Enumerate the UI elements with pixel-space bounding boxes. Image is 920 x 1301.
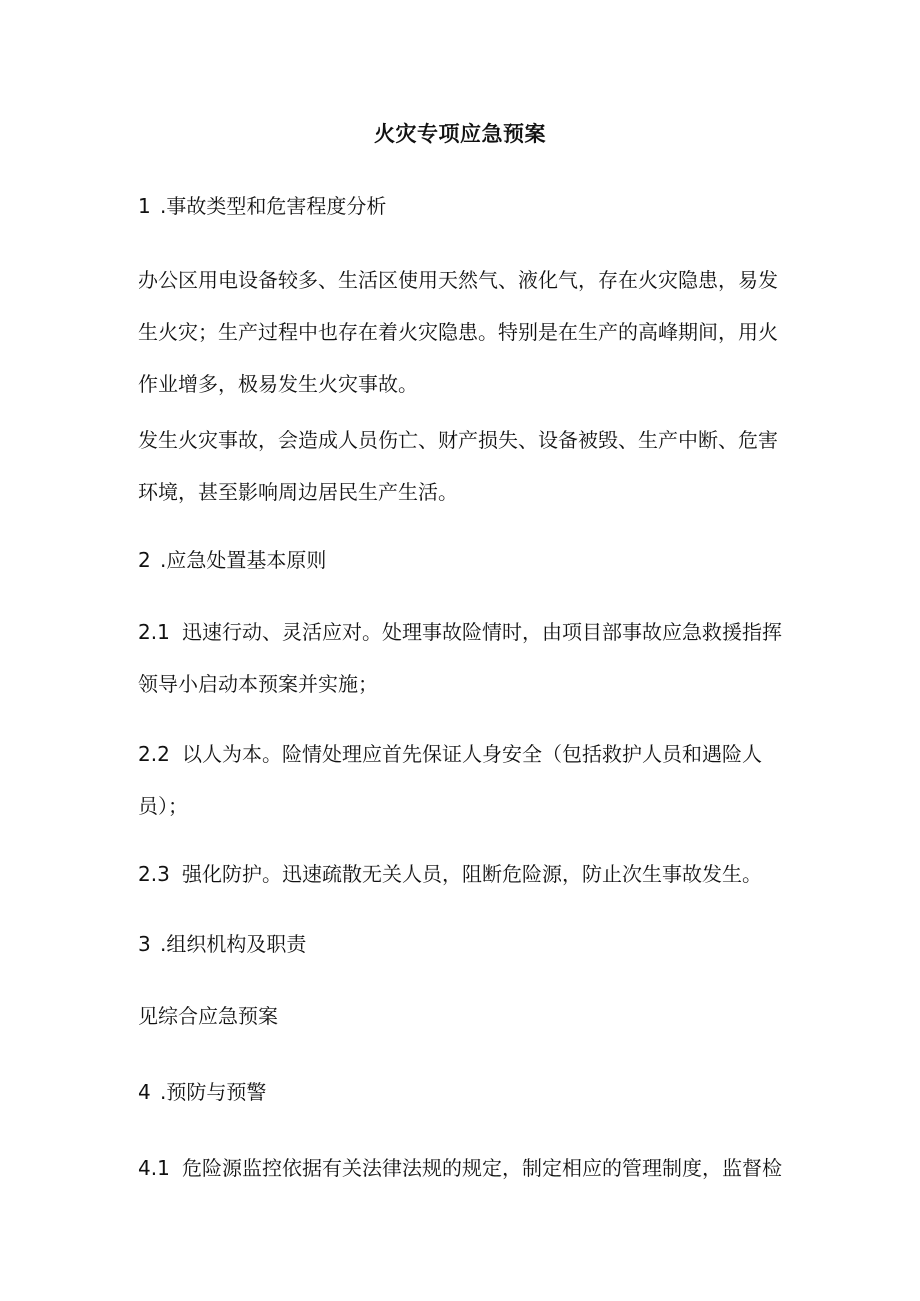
section-number: 1 [138,194,151,218]
paragraph-consequences [138,414,788,518]
subsection-number: 2.3 [138,862,170,886]
subsection-number: 2.1 [138,620,170,644]
paragraph-line: 环境，甚至影响周边居民生产生活。 [138,480,458,504]
paragraph-line: 强化防护。迅速疏散无关人员，阻断危险源，防止次生事故发生。 [182,862,762,886]
paragraph-line: 员）； [138,794,188,818]
paragraph-line: 危险源监控依据有关法律法规的规定，制定相应的管理制度，监督检 [182,1156,782,1180]
paragraph-line: 见综合应急预案 [138,1004,278,1028]
section-heading-2 [138,542,788,578]
paragraph-line: 迅速行动、灵活应对。处理事故险情时，由项目部事故应急救援指挥 [182,620,782,644]
paragraph-line: 领导小启动本预案并实施； [138,672,378,696]
paragraph-line: 生火灾；生产过程中也存在着火灾隐患。特别是在生产的高峰期间，用火 [138,320,778,344]
section-title: .事故类型和危害程度分析 [160,194,387,218]
paragraph-line: 作业增多，极易发生火灾事故。 [138,372,418,396]
section-heading-1 [138,188,788,224]
subsection-2-1 [138,606,788,710]
paragraph-see-general-plan [138,998,788,1034]
subsection-number: 4.1 [138,1156,170,1180]
section-number: 4 [138,1080,151,1104]
subsection-4-1 [138,1150,788,1186]
section-title: .应急处置基本原则 [160,548,327,572]
section-title: .预防与预警 [160,1080,267,1104]
section-title: .组织机构及职责 [160,932,307,956]
section-heading-3 [138,926,788,962]
section-number: 2 [138,548,151,572]
section-number: 3 [138,932,151,956]
section-heading-4 [138,1074,788,1110]
paragraph-line: 办公区用电设备较多、生活区使用天然气、液化气，存在火灾隐患，易发 [138,268,778,292]
paragraph-line: 发生火灾事故，会造成人员伤亡、财产损失、设备被毁、生产中断、危害 [138,428,778,452]
document-title: 火灾专项应急预案 [374,122,546,146]
subsection-2-2 [138,728,788,832]
subsection-2-3 [138,856,788,892]
subsection-number: 2.2 [138,742,170,766]
paragraph-hazard-analysis [138,254,788,410]
paragraph-line: 以人为本。险情处理应首先保证人身安全（包括救护人员和遇险人 [182,742,762,766]
